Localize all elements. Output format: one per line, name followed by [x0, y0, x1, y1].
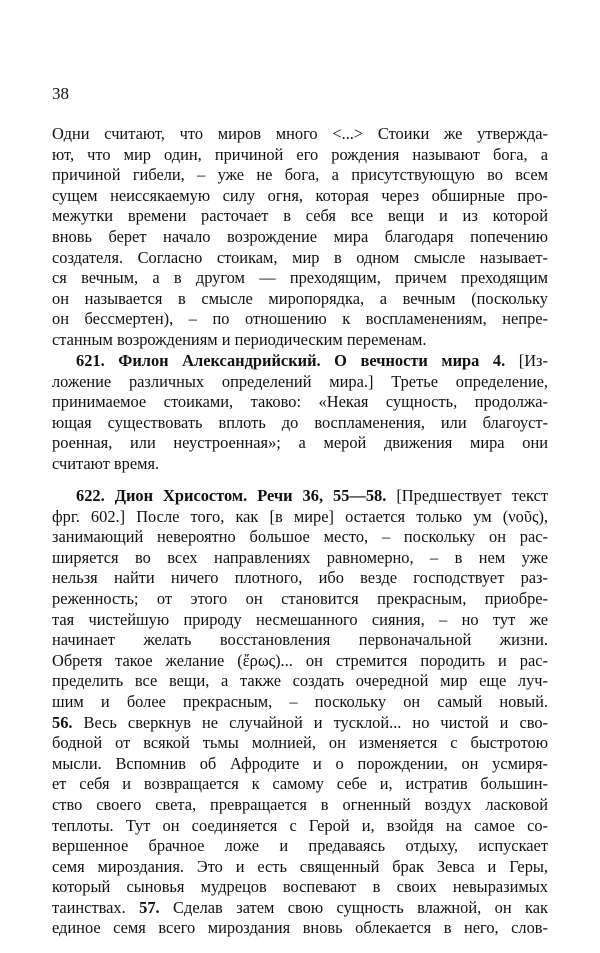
text-line: ложение различных определений мира.] Третье определение,: [52, 371, 548, 391]
text-line: начинает желать восстановления первоначальной жизни.: [52, 630, 548, 650]
section-marker-56: 56.: [52, 712, 73, 732]
text-line: ство своего света, превращается в огненный воздух ласковой: [52, 794, 548, 814]
text-line: межутки времени расточает в себя все вещи и из которой: [52, 206, 548, 226]
text-line: считают время.: [52, 453, 160, 473]
text-line: создателя. Согласно стоикам, мир в одном смысле называет-: [52, 247, 548, 267]
fragment-heading: 621. Филон Александрийский. О вечности мира 4.: [76, 351, 506, 370]
section-marker-57: 57.: [139, 897, 160, 917]
text-line: ся вечным, а в другом — преходящим, причем преходящим: [52, 268, 548, 288]
fragment-621: [52, 351, 548, 475]
text-segment: [Предшествует текст: [386, 486, 548, 505]
text-line: пределить все вещи, а также создать очередной мир еще луч-: [52, 671, 548, 691]
text-segment: [Из-: [505, 351, 548, 370]
text-line: единое семя всего мироздания вновь облекается в него, слов-: [52, 918, 548, 938]
text-line: мысли. Вспомнив об Афродите и о порождении, он усмиря-: [52, 753, 548, 773]
text-line: шим и более прекрасным, – поскольку он самый новый.: [52, 691, 548, 711]
text-line: занимающий невероятно большое место, – поскольку он рас-: [52, 527, 548, 547]
text-line: теплоты. Тут он соединяется с Герой и, взойдя на самое со-: [52, 815, 548, 835]
text-line: он бессмертен), – по отношению к воспламенениям, непре-: [52, 309, 548, 329]
text-line: он называется в смысле миропорядка, а вечным (поскольку: [52, 288, 548, 308]
text-line: нельзя найти ничего плотного, ибо везде господствует раз-: [52, 568, 548, 588]
section-56-line: [52, 713, 548, 734]
fragment-first-line: [52, 351, 548, 372]
text-line: тая чистейшую природу несмешанного сияния, – но тут же: [52, 609, 548, 629]
text-line: бодной от всякой тьмы молнией, он изменяется с быстротою: [52, 733, 548, 753]
text-line: семя мироздания. Это и есть священный брак Зевса и Геры,: [52, 856, 548, 876]
text-line: фрг. 602.] После того, как [в мире] остается только ум (νοῦς),: [52, 506, 548, 526]
text-line: реженность; от этого он становится прекрасным, приобре-: [52, 588, 548, 608]
text-line: принимаемое стоиками, таково: «Некая сущность, продолжа-: [52, 392, 548, 412]
text-segment: Сделав затем свою сущность влажной, он как: [159, 897, 548, 917]
text-line: который сыновья мудрецов воспевают в своих невыразимых: [52, 877, 548, 897]
text-line: ют, что мир один, причиной его рождения называют бога, а: [52, 144, 548, 164]
text-line: ширяется во всех направлениях равномерно, – в нем уже: [52, 547, 548, 567]
text-line: Одни считают, что миров много <...> Стоики же утвержда-: [52, 124, 548, 143]
text-line: роенная, или неустроенная»; а мерой движения мира они: [52, 433, 548, 453]
text-line: станным возрождениям и периодическим переменам.: [52, 329, 427, 349]
fragment-first-line: [52, 486, 548, 507]
text-line: вершенное брачное ложе и предаваясь отдыху, испускает: [52, 836, 548, 856]
fragment-heading: 622. Дион Хрисостом. Речи 36, 55—58.: [76, 486, 387, 505]
text-segment: таинствах.: [52, 897, 140, 917]
text-line: причиной гибели, – уже не бога, а присутствующую во всем: [52, 165, 548, 185]
text-segment: Весь сверкнув не случайной и тусклой... но чистой и сво-: [72, 712, 548, 732]
fragment-622: [52, 486, 548, 939]
paragraph-stoics-worlds: [52, 124, 548, 351]
page-number: 38: [52, 84, 69, 103]
text-line: вновь берет начало возрождение мира благодаря попечению: [52, 226, 548, 246]
text-line: сущем неиссякаемую силу огня, которая через обширные про-: [52, 185, 548, 205]
text-line: ющая существовать вплоть до воспламенения, или благоуст-: [52, 412, 548, 432]
section-57-line: [52, 898, 548, 919]
text-line: ет себя и возвращается к самому себе и, истратив большин-: [52, 774, 548, 794]
text-line: Обретя такое желание (ἔρως)... он стремится породить и рас-: [52, 650, 548, 670]
